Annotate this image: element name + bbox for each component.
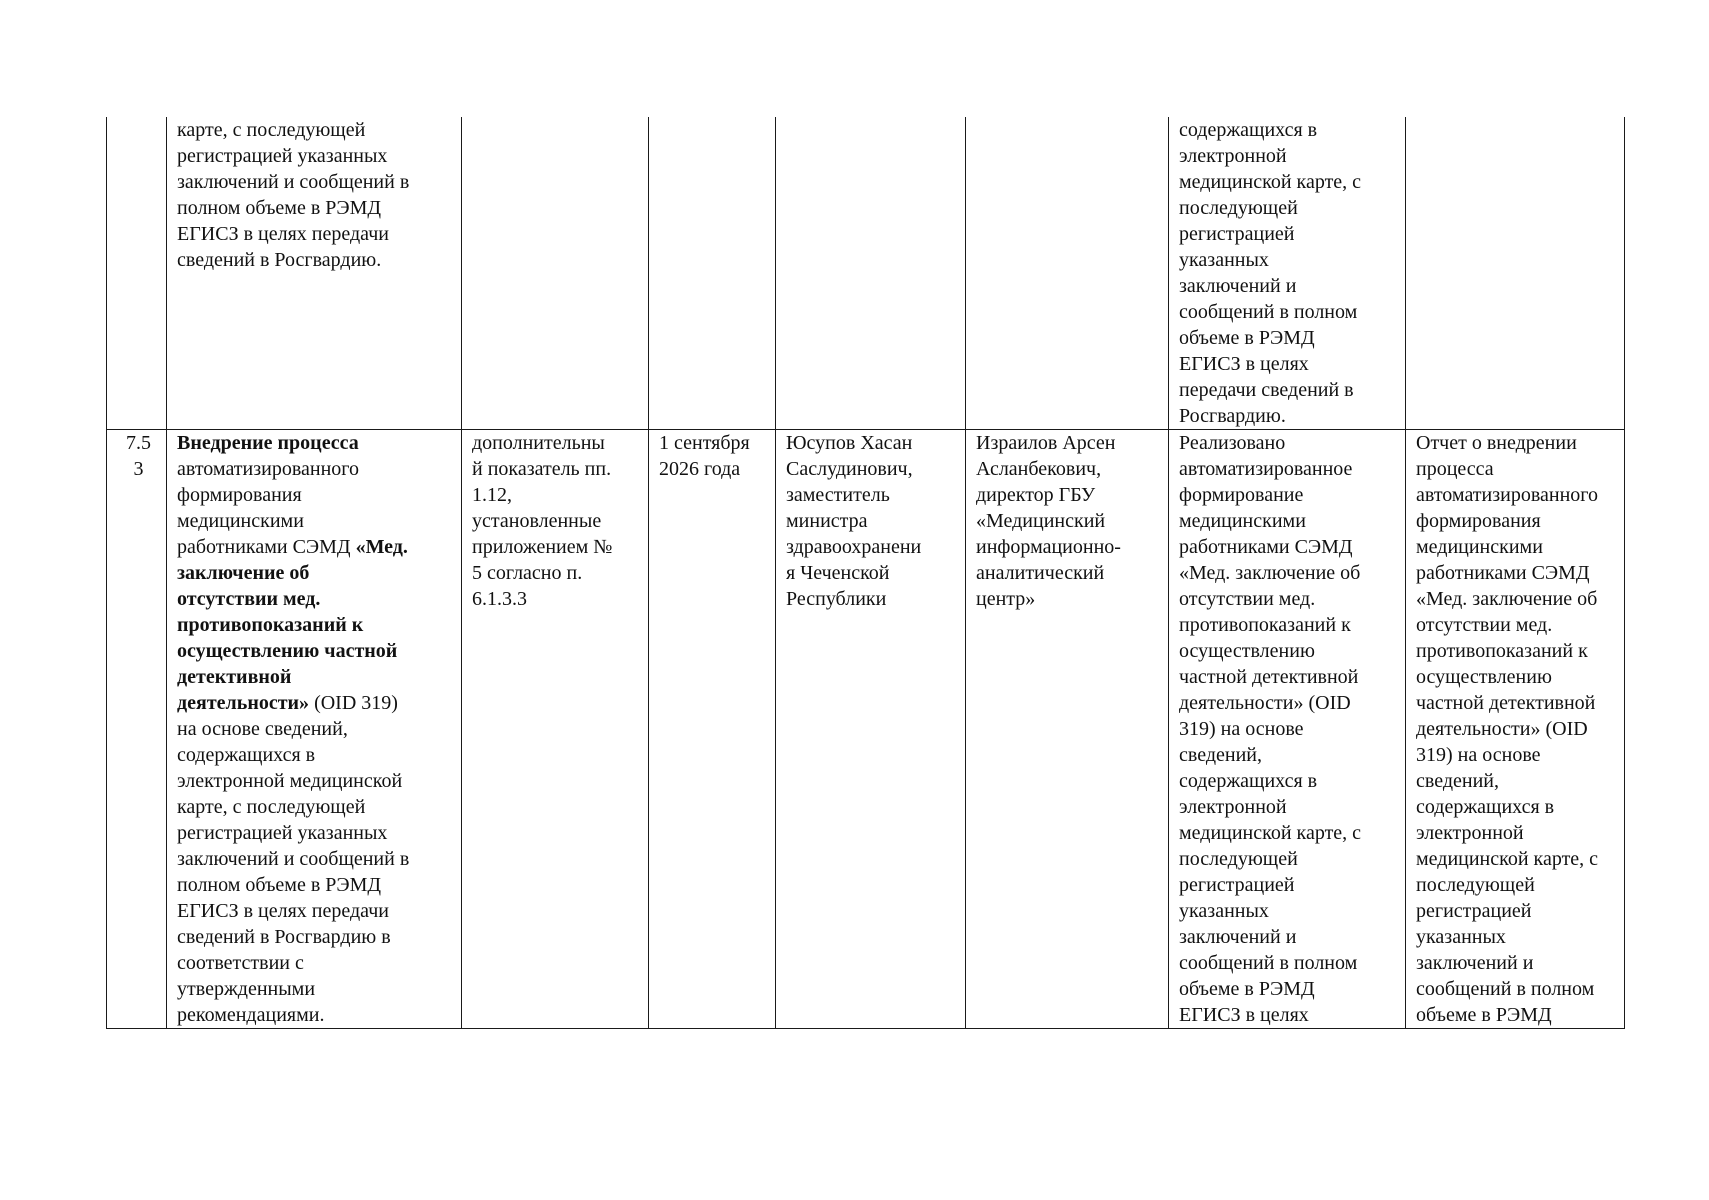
- text-line: указанных: [1416, 926, 1506, 948]
- name-bold-lines: [177, 430, 455, 456]
- text-line: дополнительны: [472, 432, 605, 454]
- text-line: й показатель пп.: [472, 458, 612, 480]
- text-line: сведений,: [1179, 744, 1262, 766]
- cell-report: [1406, 430, 1625, 1029]
- text-line: указанных: [1179, 249, 1269, 271]
- text-line: 1 сентября: [659, 432, 750, 454]
- text-line: заключений и: [1416, 952, 1534, 974]
- responsible-lines: [786, 430, 959, 612]
- text-line: «Мед. заключение об: [1416, 588, 1598, 610]
- text-line: Израилов Арсен: [976, 432, 1116, 454]
- table-row-continuation: [107, 117, 1625, 430]
- text-line: здравоохранени: [786, 536, 922, 558]
- text-line: «Мед. заключение об: [1179, 562, 1361, 584]
- text-line: содержащихся в: [1179, 119, 1318, 141]
- text-line: карте, с последующей: [177, 119, 366, 141]
- cell-executor: [966, 430, 1169, 1029]
- name-mixed-plain: работниками СЭМД: [177, 536, 356, 558]
- text-line: противопоказаний к: [177, 614, 364, 636]
- text-line: полном объеме в РЭМД: [177, 197, 382, 219]
- text-line: последующей: [1416, 874, 1535, 896]
- name-mixed-line: [177, 534, 455, 560]
- text-line: информационно-: [976, 536, 1121, 558]
- text-line: директор ГБУ: [976, 484, 1096, 506]
- text-line: формирования: [1416, 510, 1541, 532]
- text-line: приложением №: [472, 536, 613, 558]
- text-line: Юсупов Хасан: [786, 432, 913, 454]
- text-line: последующей: [1179, 197, 1298, 219]
- text-line: Республики: [786, 588, 887, 610]
- text-line: объеме в РЭМД: [1416, 1004, 1552, 1026]
- text-line: сообщений в полном: [1416, 978, 1595, 1000]
- cell-deadline: [649, 430, 776, 1029]
- cell-name: [167, 117, 462, 430]
- text-line: автоматизированного: [177, 458, 360, 480]
- name-bold-lines-2: [177, 560, 455, 690]
- cell-responsible: [776, 117, 966, 430]
- deadline-lines: [659, 430, 769, 482]
- text-line: электронной медицинской: [177, 770, 403, 792]
- text-line: осуществлению: [1179, 640, 1315, 662]
- text-line: детективной: [177, 666, 292, 688]
- text-line: формирование: [1179, 484, 1304, 506]
- cell-indicator: [462, 117, 649, 430]
- text-line: медицинскими: [177, 510, 304, 532]
- text-line: Асланбекович,: [976, 458, 1102, 480]
- text-line: 319) на основе: [1179, 718, 1304, 740]
- name-mixed-line-2: [177, 690, 455, 716]
- text-line: ЕГИСЗ в целях: [1179, 353, 1309, 375]
- text-line: процесса: [1416, 458, 1494, 480]
- text-line: сведений в Росгвардию.: [177, 249, 382, 271]
- text-line: автоматизированное: [1179, 458, 1353, 480]
- text-line: утвержденными: [177, 978, 316, 1000]
- text-line: 3: [133, 458, 144, 480]
- text-line: передачи сведений в: [1179, 379, 1354, 401]
- text-line: электронной: [1179, 145, 1287, 167]
- text-line: заключений и сообщений в: [177, 848, 410, 870]
- text-line: регистрацией: [1179, 223, 1295, 245]
- text-line: противопоказаний к: [1179, 614, 1351, 636]
- cell-number: [107, 117, 167, 430]
- text-line: частной детективной: [1179, 666, 1359, 688]
- table-row-7-53: [107, 430, 1625, 1029]
- name-mixed2-plain: (OID 319): [309, 692, 398, 714]
- name-mixed-bold: «Мед.: [355, 536, 408, 558]
- text-line: рекомендациями.: [177, 1004, 325, 1026]
- cell-report: [1406, 117, 1625, 430]
- text-line: медицинской карте, с: [1416, 848, 1599, 870]
- text-line: заключений и сообщений в: [177, 171, 410, 193]
- text-line: деятельности» (OID: [1416, 718, 1588, 740]
- text-line: ЕГИСЗ в целях передачи: [177, 223, 389, 245]
- text-line: медицинской карте, с: [1179, 171, 1362, 193]
- cell-responsible: [776, 430, 966, 1029]
- text-line: заключений и: [1179, 275, 1297, 297]
- text-line: ЕГИСЗ в целях: [1179, 1004, 1309, 1026]
- text-line: осуществлению: [1416, 666, 1552, 688]
- text-line: Саслудинович,: [786, 458, 913, 480]
- text-line: формирования: [177, 484, 302, 506]
- text-line: Внедрение процесса: [177, 432, 359, 454]
- cell-result: [1169, 430, 1406, 1029]
- text-line: сведений в Росгвардию в: [177, 926, 391, 948]
- text-line: 2026 года: [659, 458, 741, 480]
- result-lines: [1179, 430, 1399, 1028]
- text-line: 5 согласно п.: [472, 562, 583, 584]
- text-line: аналитический: [976, 562, 1105, 584]
- text-line: установленные: [472, 510, 602, 532]
- text-line: сообщений в полном: [1179, 301, 1358, 323]
- text-line: отсутствии мед.: [177, 588, 321, 610]
- text-line: противопоказаний к: [1416, 640, 1588, 662]
- text-line: частной детективной: [1416, 692, 1596, 714]
- text-line: центр»: [976, 588, 1036, 610]
- text-line: карте, с последующей: [177, 796, 366, 818]
- text-line: «Медицинский: [976, 510, 1106, 532]
- executor-lines: [976, 430, 1162, 612]
- text-line: заместитель: [786, 484, 890, 506]
- text-line: 319) на основе: [1416, 744, 1541, 766]
- text-line: заключение об: [177, 562, 310, 584]
- text-line: электронной: [1179, 796, 1287, 818]
- name-plain-lines-1: [177, 456, 455, 534]
- text-line: Отчет о внедрении: [1416, 432, 1577, 454]
- text-line: регистрацией указанных: [177, 822, 388, 844]
- text-line: на основе сведений,: [177, 718, 348, 740]
- cell-number: [107, 430, 167, 1029]
- text-line: регистрацией указанных: [177, 145, 388, 167]
- row-number: [117, 430, 160, 482]
- text-line: полном объеме в РЭМД: [177, 874, 382, 896]
- text-line: медицинскими: [1179, 510, 1306, 532]
- cell-deadline: [649, 117, 776, 430]
- text-line: регистрацией: [1416, 900, 1532, 922]
- text-line: 7.5: [126, 432, 151, 454]
- text-line: ЕГИСЗ в целях передачи: [177, 900, 389, 922]
- cell-executor: [966, 117, 1169, 430]
- text-line: объеме в РЭМД: [1179, 327, 1315, 349]
- report-lines: [1416, 430, 1618, 1028]
- text-line: объеме в РЭМД: [1179, 978, 1315, 1000]
- name-mixed2-bold: деятельности»: [177, 692, 310, 714]
- text-line: 6.1.3.3: [472, 588, 527, 610]
- name-lines: [177, 117, 455, 273]
- cell-name: [167, 430, 462, 1029]
- text-line: медицинскими: [1416, 536, 1543, 558]
- text-line: 1.12,: [472, 484, 512, 506]
- text-line: Реализовано: [1179, 432, 1286, 454]
- text-line: Росгвардию.: [1179, 405, 1286, 427]
- text-line: последующей: [1179, 848, 1298, 870]
- text-line: министра: [786, 510, 868, 532]
- text-line: сведений,: [1416, 770, 1499, 792]
- text-line: электронной: [1416, 822, 1524, 844]
- text-line: содержащихся в: [177, 744, 316, 766]
- text-line: содержащихся в: [1416, 796, 1555, 818]
- text-line: указанных: [1179, 900, 1269, 922]
- result-lines: [1179, 117, 1399, 429]
- text-line: сообщений в полном: [1179, 952, 1358, 974]
- text-line: осуществлению частной: [177, 640, 398, 662]
- text-line: работниками СЭМД: [1179, 536, 1353, 558]
- text-line: я Чеченской: [786, 562, 890, 584]
- cell-indicator: [462, 430, 649, 1029]
- text-line: отсутствии мед.: [1416, 614, 1553, 636]
- text-line: работниками СЭМД: [1416, 562, 1590, 584]
- text-line: соответствии с: [177, 952, 304, 974]
- text-line: медицинской карте, с: [1179, 822, 1362, 844]
- text-line: регистрацией: [1179, 874, 1295, 896]
- text-line: автоматизированного: [1416, 484, 1599, 506]
- text-line: отсутствии мед.: [1179, 588, 1316, 610]
- name-plain-lines-2: [177, 716, 455, 1028]
- text-line: заключений и: [1179, 926, 1297, 948]
- cell-result: [1169, 117, 1406, 430]
- plan-table: [106, 117, 1625, 1029]
- indicator-lines: [472, 430, 642, 612]
- text-line: деятельности» (OID: [1179, 692, 1351, 714]
- text-line: содержащихся в: [1179, 770, 1318, 792]
